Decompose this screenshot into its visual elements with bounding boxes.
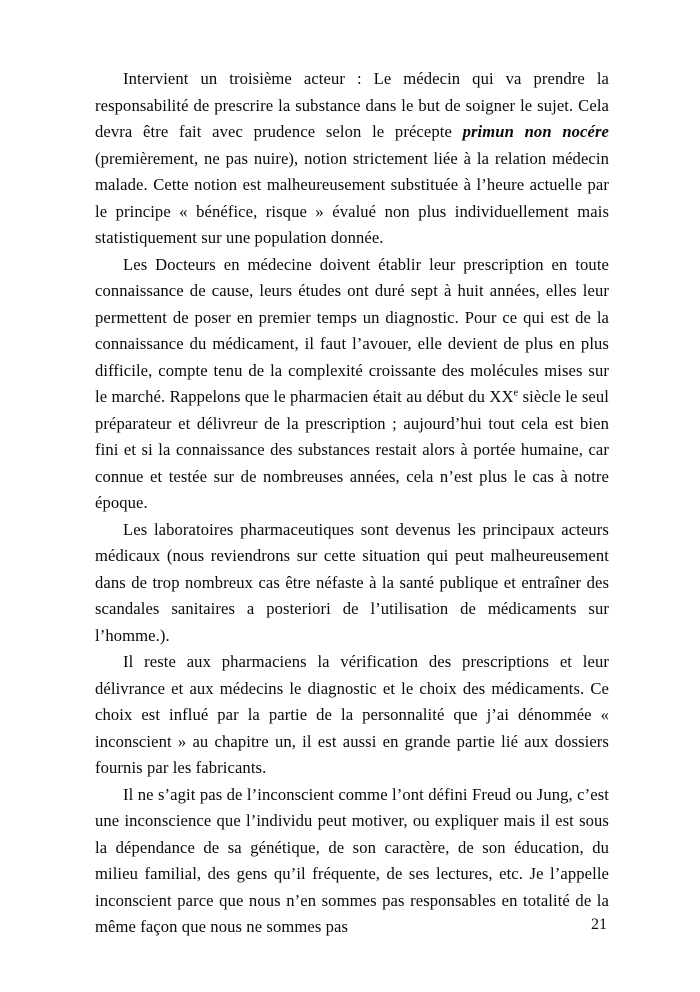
emphasized-phrase: primun non nocére [462, 122, 609, 141]
paragraph: Il ne s’agit pas de l’inconscient comme l’ont défini Freud ou Jung, c’est une inconscience que l’individu peut motiver, ou expliquer mais il est sous la dépendance de sa génétique, de son caractère, de son éducation, du milieu familial, des gens qu’il fréquente, de ses lectures, etc. Je l’appelle inconscient parce que nous n’en sommes pas responsables en totalité de la même façon que nous ne sommes pas [95, 784, 609, 936]
paragraph: Les Docteurs en médecine doivent établir leur prescription en toute connaissance de cause, leurs études ont duré sept à huit années, elles leur permettent de poser en premier temps un diagnostic. Pour ce qui est de la connaissance du médicament, il faut l’avouer, elle devient de plus en plus difficile, compte tenu de la complexité croissante des molécules mises sur le marché. Rappelons que le pharmacien était au début du XXe siècle le seul préparateur et délivreur de la prescription ; aujourd’hui tout cela est bien fini et si la connaissance des substances restait alors à portée humaine, car connue et testée sur de nombreuses années, cela n’est plus le cas à notre époque. [95, 254, 609, 512]
paragraph: Les laboratoires pharmaceutiques sont devenus les principaux acteurs médicaux (nous reviendrons sur cette situation qui peut malheureusement dans de trop nombreux cas être néfaste à la santé publique et entraîner des scandales sanitaires a posteriori de l’utilisation de médicaments sur l’homme.). [95, 519, 609, 645]
paragraph: Intervient un troisième acteur : Le médecin qui va prendre la responsabilité de prescrire la substance dans le but de soigner le sujet. Cela devra être fait avec prudence selon le précepte primun non nocére (premièrement, ne pas nuire), notion strictement liée à la relation médecin malade. Cette notion est malheureusement substituée à l’heure actuelle par le principe « bénéfice, risque » évalué non plus individuellement mais statistiquement sur une population donnée. [95, 69, 609, 247]
superscript-text: e [513, 387, 519, 399]
text-block [95, 66, 609, 941]
page-number: 21 [591, 916, 607, 933]
paragraph: Il reste aux pharmaciens la vérification des prescriptions et leur délivrance et aux médecins le diagnostic et le choix des médicaments. Ce choix est influé par la partie de la personnalité que j’ai dénommée « inconscient » au chapitre un, il est aussi en grande partie lié aux dossiers fournis par les fabricants. [95, 652, 609, 777]
